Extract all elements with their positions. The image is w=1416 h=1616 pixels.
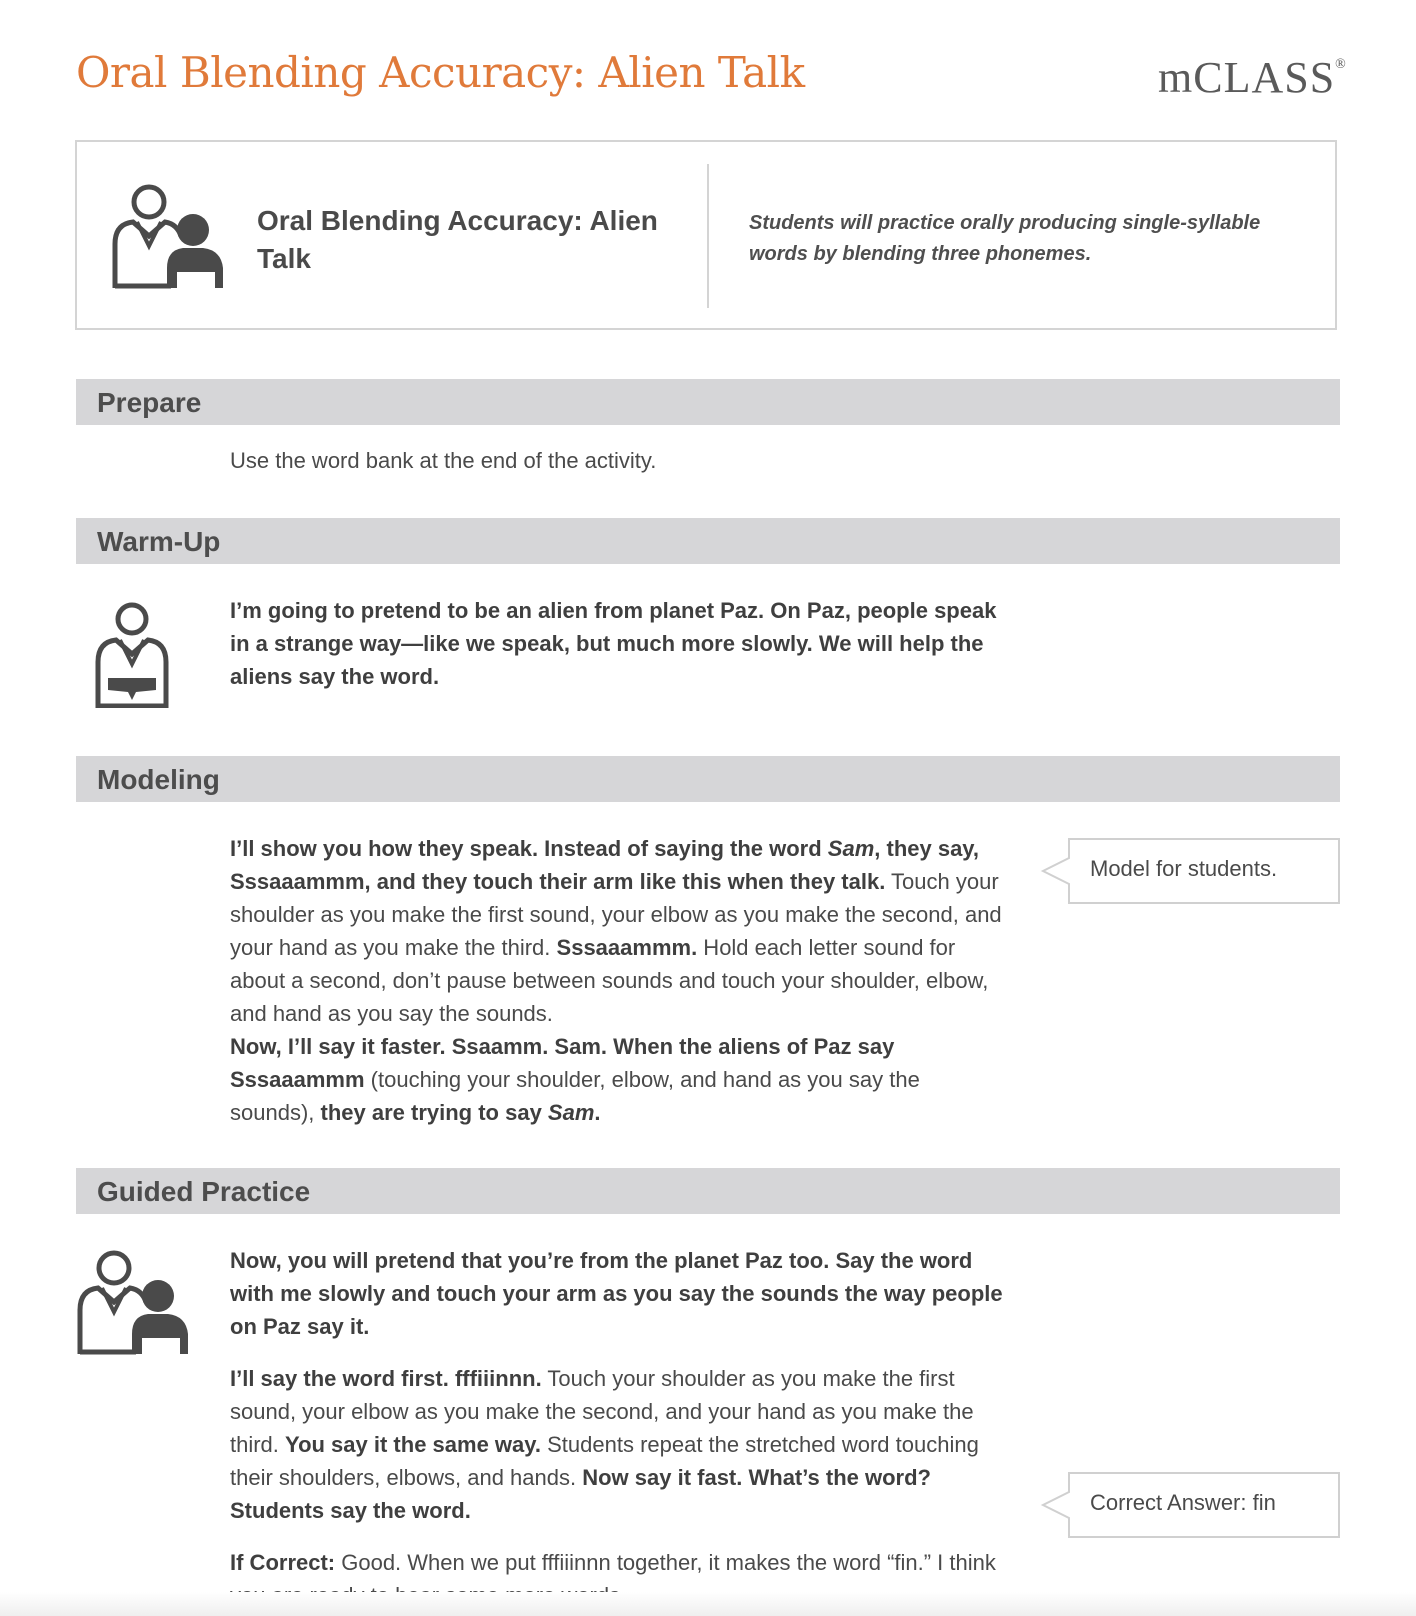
callout-model-for-students bbox=[1040, 838, 1340, 904]
callout-text: Correct Answer: fin bbox=[1090, 1490, 1276, 1515]
section-heading: Modeling bbox=[97, 764, 220, 795]
card-description: Students will practice orally producing single-syllable words by blending three phonemes. bbox=[749, 212, 1261, 265]
page-title: Oral Blending Accuracy: Alien Talk bbox=[76, 48, 805, 97]
brand-logo bbox=[1158, 52, 1347, 103]
card-divider bbox=[707, 164, 709, 308]
text-plain: Touch your shoulder as you make the first sound, your elbow as you make the second, and your hand as you make the third. bbox=[230, 1366, 974, 1457]
brand-name: mCLASS bbox=[1158, 53, 1336, 102]
intro-card bbox=[75, 140, 1337, 330]
section-heading: Warm-Up bbox=[97, 526, 221, 557]
section-header-modeling bbox=[76, 756, 1340, 802]
text-plain: Good. When we put fffiiinnn together, it makes the word “fin.” I think bbox=[341, 1550, 996, 1575]
text-bold: I’ll say the word first. fffiiinnn. bbox=[230, 1366, 542, 1391]
teacher-student-icon bbox=[111, 184, 227, 290]
text-italic: Sam bbox=[547, 1100, 595, 1125]
warm-up-paragraph bbox=[230, 594, 1010, 693]
registered-mark: ® bbox=[1335, 57, 1347, 73]
text-bold: . bbox=[594, 1100, 601, 1125]
text-italic: Sam bbox=[827, 836, 875, 861]
text-bold: Sssaaammm. bbox=[556, 935, 698, 960]
text-bold: Now, I’ll say it faster. Ssaamm. Sam. When the aliens of Paz say Sssaaammm bbox=[230, 1034, 895, 1092]
text-bold: You say it the same way. bbox=[285, 1432, 541, 1457]
callout-correct-answer bbox=[1040, 1472, 1340, 1538]
text-bold: Now, you will pretend that you’re from the planet Paz too. Say the word with me slowly and touch your arm as you say the sounds the way people on Paz say it. bbox=[230, 1248, 1003, 1339]
text-bold: I’ll show you how they speak. Instead of saying the word bbox=[230, 836, 828, 861]
guided-paragraph-1 bbox=[230, 1244, 1010, 1343]
prepare-paragraph: Use the word bank at the end of the activity. bbox=[230, 448, 657, 473]
guided-practice-text bbox=[230, 1244, 1010, 1612]
text-bold: they are trying to say bbox=[320, 1100, 548, 1125]
text-bold: Now say it fast. What’s the word? Students say the word. bbox=[230, 1465, 931, 1523]
teacher-icon bbox=[94, 602, 170, 708]
card-title: Oral Blending Accuracy: Alien Talk bbox=[257, 205, 658, 274]
callout-text: Model for students. bbox=[1090, 856, 1278, 881]
text-plain: (touching your shoulder, elbow, and hand as you say the sounds), bbox=[230, 1067, 920, 1125]
warm-up-text bbox=[230, 594, 1010, 693]
section-heading: Guided Practice bbox=[97, 1176, 311, 1207]
page-bottom-edge bbox=[0, 1592, 1416, 1616]
section-heading: Prepare bbox=[97, 387, 202, 418]
modeling-text bbox=[230, 832, 1010, 1129]
modeling-paragraph bbox=[230, 832, 1010, 1129]
text-bold: If Correct: bbox=[230, 1550, 336, 1575]
warm-up-script: I’m going to pretend to be an alien from planet Paz. On Paz, people speak in a strange way—like we speak, but much more slowly. We will help the aliens say the word. bbox=[230, 598, 997, 689]
text-plain: Hold each letter sound for about a second, don’t pause between sounds and touch your shoulder, elbow, and hand as you say the sounds. bbox=[230, 935, 989, 1026]
prepare-text bbox=[230, 444, 1010, 477]
text-plain: Touch your shoulder as you make the first sound, your elbow as you make the second, and your hand as you make the third. bbox=[230, 869, 1002, 960]
section-header-guided-practice bbox=[76, 1168, 1340, 1214]
text-plain: Students repeat the stretched word touching their shoulders, elbows, and hands. bbox=[230, 1432, 979, 1490]
section-header-prepare bbox=[76, 379, 1340, 425]
section-header-warm-up bbox=[76, 518, 1340, 564]
text-bold: , they say, Sssaaammm, and they touch their arm like this when they talk. bbox=[230, 836, 980, 894]
guided-paragraph-2 bbox=[230, 1362, 1010, 1527]
teacher-student-icon bbox=[76, 1250, 192, 1356]
